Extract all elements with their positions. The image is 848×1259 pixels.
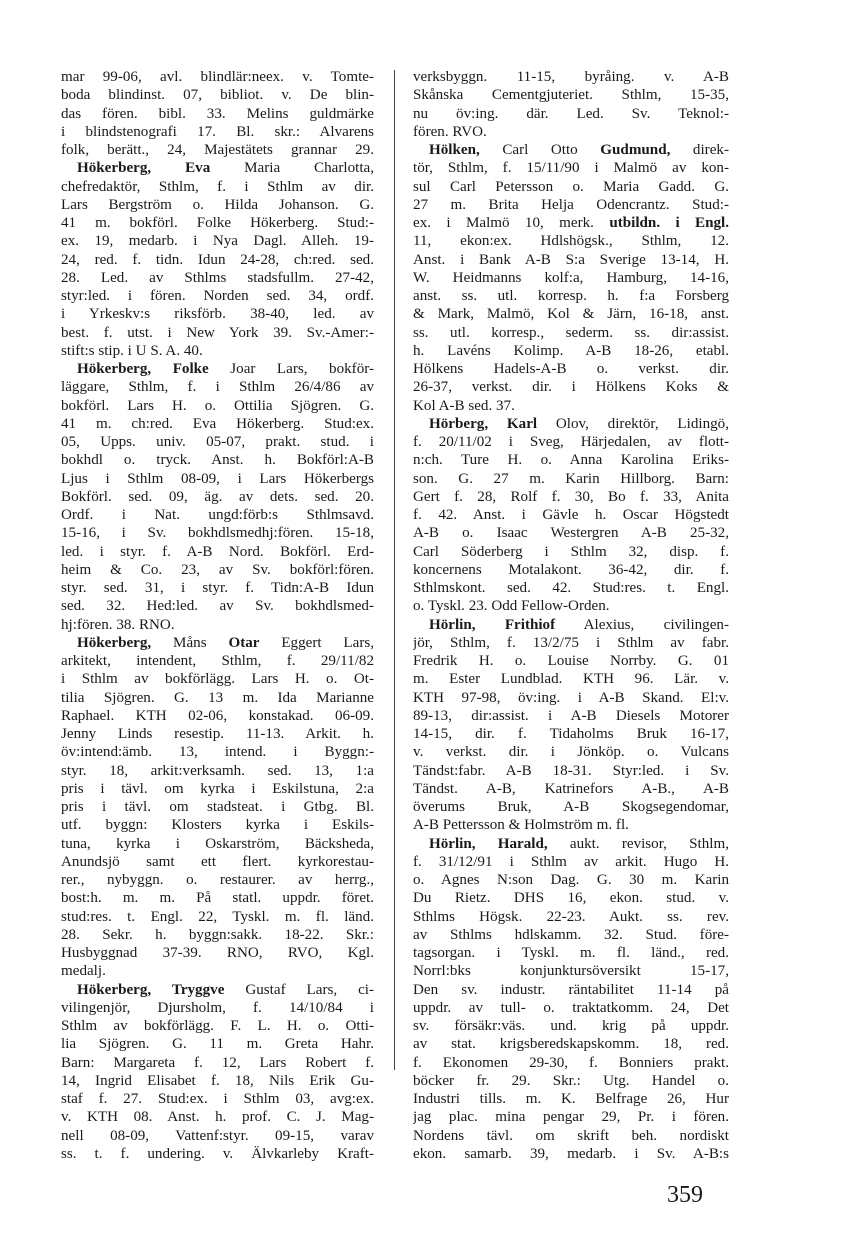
text-line bbox=[413, 981, 729, 999]
text-run: f. 31/12/91 i Sthlm av arkit. Hugo H. bbox=[413, 853, 729, 870]
entry-name: Hörlin, Harald, bbox=[429, 835, 548, 852]
text-line bbox=[413, 269, 729, 287]
text-run: v. verkst. dir. i Jönköp. o. Vulcans bbox=[413, 744, 729, 761]
text-line bbox=[413, 1145, 729, 1163]
text-run: 28. Led. av Sthlms stadsfullm. 27-42, bbox=[61, 269, 374, 286]
text-run: verksbyggn. 11-15, byråing. v. A-B bbox=[413, 69, 729, 85]
text-line bbox=[413, 579, 729, 597]
text-run: f. Ekonomen 29-30, f. Bonniers prakt. bbox=[413, 1054, 729, 1071]
left-column bbox=[61, 68, 374, 1163]
text-run: Industri tills. m. K. Belfrage 26, Hur bbox=[413, 1091, 729, 1107]
text-line bbox=[61, 908, 374, 926]
text-run: Gert f. 28, Rolf f. 30, Bo f. 33, Anita bbox=[413, 488, 729, 505]
text-line bbox=[61, 524, 374, 542]
text-run: v. KTH 08. Anst. h. prof. C. J. Mag- bbox=[61, 1109, 374, 1126]
text-run: Tändst. A-B, Katrinefors A-B., A-B bbox=[413, 780, 729, 797]
entry-name: Gudmund, bbox=[600, 142, 671, 158]
text-line bbox=[413, 178, 729, 196]
text-line bbox=[61, 597, 374, 615]
text-line bbox=[413, 780, 729, 798]
page-number: 359 bbox=[667, 1182, 703, 1208]
text-line bbox=[61, 360, 374, 378]
text-run: rer., nybyggn. o. restaurer. av herrg., bbox=[61, 872, 374, 888]
text-line bbox=[61, 652, 374, 670]
entry-name: Hökerberg, Tryggve bbox=[77, 981, 225, 998]
text-run: Hölkens Hadels-A-B o. verkst. dir. bbox=[413, 361, 729, 377]
text-line bbox=[61, 251, 374, 269]
text-run: Olov, direktör, Lidingö, bbox=[537, 415, 729, 432]
text-run: 27 m. Brita Helja Odencrantz. Stud:- bbox=[413, 196, 729, 213]
text-run: överums Bruk, A-B Skogsegendomar, bbox=[413, 799, 729, 815]
text-run: mar 99-06, avl. blindlär:neex. v. Tomte- bbox=[61, 69, 374, 85]
text-line bbox=[413, 597, 729, 615]
text-run: sv. försäkr:väs. und. krig på uppdr. bbox=[413, 1018, 729, 1034]
text-line bbox=[61, 835, 374, 853]
text-line bbox=[413, 342, 729, 360]
text-line bbox=[413, 762, 729, 780]
text-line bbox=[413, 433, 729, 451]
text-run: ekon. samarb. 39, medarb. i Sv. A-B:s bbox=[413, 1145, 729, 1162]
text-run: Jenny Linds resestip. 11-13. Arkit. h. bbox=[61, 726, 374, 742]
text-line bbox=[61, 214, 374, 232]
text-run: sed. 32. Hed:led. av Sv. bokhdlsmed- bbox=[61, 598, 374, 615]
text-run: Måns bbox=[151, 634, 229, 651]
text-line bbox=[413, 999, 729, 1017]
text-line bbox=[61, 470, 374, 488]
text-run: Sthlm av bokförlägg. F. L. H. o. Otti- bbox=[61, 1018, 374, 1034]
text-line bbox=[61, 68, 374, 86]
text-line bbox=[61, 324, 374, 342]
text-run: chefredaktör, Sthlm, f. i Sthlm av dir. bbox=[61, 178, 374, 195]
text-line bbox=[61, 1054, 374, 1072]
entry-name: Hökerberg, bbox=[77, 634, 152, 651]
text-line bbox=[413, 1090, 729, 1108]
text-run: tilia Sjögren. G. 13 m. Ida Marianne bbox=[61, 689, 374, 706]
text-run: styr. 18, arkit:verksamh. sed. 13, 1:a bbox=[61, 762, 374, 779]
entry-name: utbildn. i Engl. bbox=[609, 215, 729, 231]
text-run: jag plac. mina pengar 29, Pr. i fören. bbox=[413, 1109, 729, 1126]
text-line bbox=[413, 488, 729, 506]
text-line bbox=[61, 232, 374, 250]
text-line bbox=[413, 908, 729, 926]
text-run: tör, Sthlm, f. 15/11/90 i Malmö av kon- bbox=[413, 160, 729, 177]
text-line bbox=[413, 470, 729, 488]
text-line bbox=[413, 506, 729, 524]
text-line bbox=[413, 962, 729, 980]
text-line bbox=[413, 378, 729, 396]
text-run: h. Lavéns Kolimp. A-B 18-26, etabl. bbox=[413, 342, 729, 359]
text-line bbox=[413, 1108, 729, 1126]
text-line bbox=[413, 324, 729, 342]
text-run: arkitekt, intendent, Sthlm, f. 29/11/82 bbox=[61, 653, 374, 669]
text-line bbox=[61, 287, 374, 305]
text-line bbox=[61, 397, 374, 415]
text-line bbox=[61, 670, 374, 688]
text-run: Skånska Cementgjuteriet. Sthlm, 15-35, bbox=[413, 87, 729, 104]
text-line bbox=[61, 196, 374, 214]
text-run: Ljus i Sthlm 08-09, i Lars Hökerbergs bbox=[61, 470, 374, 487]
text-line bbox=[413, 1035, 729, 1053]
text-line bbox=[61, 780, 374, 798]
text-run: ss. t. f. undering. v. Älvkarleby Kraft- bbox=[61, 1145, 374, 1162]
text-run: anst. ss. utl. korresp. h. f:a Forsberg bbox=[413, 288, 729, 304]
text-line bbox=[413, 725, 729, 743]
text-run: hj:fören. 38. RNO. bbox=[61, 616, 175, 633]
text-run: stift:s stip. i U S. A. 40. bbox=[61, 342, 203, 359]
text-line bbox=[61, 86, 374, 104]
text-line bbox=[61, 433, 374, 451]
text-run: son. G. 27 m. Karin Hillborg. Barn: bbox=[413, 470, 729, 487]
text-run: direk- bbox=[670, 142, 729, 158]
entry-name: Hörberg, Karl bbox=[429, 415, 538, 432]
text-run: ss. utl. korresp., sederm. ss. dir:assist. bbox=[413, 324, 729, 341]
text-run: i blindstenografi 17. Bl. skr.: Alvarens bbox=[61, 123, 374, 140]
text-line bbox=[61, 707, 374, 725]
text-run: 89-13, dir:assist. i A-B Diesels Motorer bbox=[413, 707, 729, 724]
text-line bbox=[61, 926, 374, 944]
text-run: 14-15, dir. f. Tidaholms Bruk 16-17, bbox=[413, 726, 729, 742]
text-run: vilingenjör, Djursholm, f. 14/10/84 i bbox=[61, 999, 374, 1016]
text-line bbox=[413, 889, 729, 907]
text-line bbox=[413, 926, 729, 944]
text-run: öv:intend:ämb. 13, intend. i Byggn:- bbox=[61, 744, 374, 761]
text-line bbox=[413, 634, 729, 652]
text-line bbox=[61, 1145, 374, 1163]
text-line bbox=[413, 305, 729, 323]
text-run: staf f. 27. Stud:ex. i Sthlm 03, avg:ex. bbox=[61, 1091, 374, 1107]
text-run: medalj. bbox=[61, 963, 106, 980]
text-run: ex. 19, medarb. i Nya Dagl. Alleh. 19- bbox=[61, 233, 374, 250]
text-line bbox=[61, 1017, 374, 1035]
text-run: bost:h. m. m. På statl. uppdr. föret. bbox=[61, 890, 374, 907]
text-line bbox=[61, 634, 374, 652]
text-line bbox=[413, 853, 729, 871]
text-run: 11, ekon:ex. Hdlshögsk., Sthlm, 12. bbox=[413, 233, 729, 250]
text-line bbox=[413, 524, 729, 542]
text-line bbox=[413, 68, 729, 86]
text-run: pris i tävl. om stadsteat. i Gtbg. Bl. bbox=[61, 799, 374, 815]
text-run: 41 m. ch:red. Eva Hökerberg. Stud:ex. bbox=[61, 415, 374, 432]
text-line bbox=[413, 743, 729, 761]
text-run: Gustaf Lars, ci- bbox=[224, 981, 374, 998]
text-line bbox=[413, 616, 729, 634]
text-run: Carl Otto bbox=[479, 142, 601, 158]
text-line bbox=[61, 962, 374, 980]
text-run: Sthlmskont. sed. 42. Stud:res. t. Engl. bbox=[413, 580, 729, 596]
text-run: Barn: Margareta f. 12, Lars Robert f. bbox=[61, 1054, 374, 1071]
text-run: tagsorgan. i Tyskl. m. fl. länd., red. bbox=[413, 945, 729, 961]
text-line bbox=[61, 762, 374, 780]
text-line bbox=[413, 1072, 729, 1090]
text-run: Bokförl. sed. 09, äg. av dets. sed. 20. bbox=[61, 488, 374, 505]
text-line bbox=[61, 798, 374, 816]
text-run: uppdr. av tull- o. traktatkomm. 24, Det bbox=[413, 999, 729, 1016]
text-run: Husbyggnad 37-39. RNO, RVO, Kgl. bbox=[61, 945, 374, 961]
text-line bbox=[413, 561, 729, 579]
text-run: tuna, kyrka i Oskarström, Bäcksheda, bbox=[61, 835, 374, 852]
text-run: Ordf. i Nat. ungd:förb:s Sthlmsavd. bbox=[61, 507, 374, 523]
text-run: läggare, Sthlm, f. i Sthlm 26/4/86 av bbox=[61, 379, 374, 396]
text-line bbox=[61, 561, 374, 579]
text-line bbox=[61, 853, 374, 871]
text-run: koncernens Motalakont. 36-42, dir. f. bbox=[413, 561, 729, 578]
text-line bbox=[61, 105, 374, 123]
text-run: 15-16, i Sv. bokhdlsmedhj:fören. 15-18, bbox=[61, 525, 374, 542]
entry-name: Hölken, bbox=[429, 142, 480, 158]
text-line bbox=[61, 305, 374, 323]
text-line bbox=[61, 123, 374, 141]
text-line bbox=[61, 743, 374, 761]
text-run: boda blindinst. 07, bibliot. v. De blin- bbox=[61, 87, 374, 104]
entry-name: Hökerberg, Folke bbox=[77, 361, 209, 377]
text-line bbox=[61, 543, 374, 561]
text-line bbox=[413, 251, 729, 269]
entry-name: Hökerberg, Eva bbox=[77, 160, 211, 177]
text-run: 28. Sekr. h. byggn:sakk. 18-22. Skr.: bbox=[61, 926, 374, 943]
text-run: n:ch. Ture H. o. Anna Karolina Eriks- bbox=[413, 452, 729, 469]
text-run: pris i tävl. om kyrka i Eskilstuna, 2:a bbox=[61, 780, 374, 797]
text-line bbox=[413, 707, 729, 725]
text-line bbox=[413, 1054, 729, 1072]
text-run: o. Agnes N:son Dag. G. 30 m. Karin bbox=[413, 872, 729, 888]
text-run: heim & Co. 23, av Sv. bokförl:fören. bbox=[61, 561, 374, 578]
text-line bbox=[61, 816, 374, 834]
text-run: Lars Bergström o. Hilda Johanson. G. bbox=[61, 196, 374, 213]
text-run: f. 20/11/02 i Sveg, Härjedalen, av flott- bbox=[413, 434, 729, 450]
text-run: böcker fr. 29. Skr.: Utg. Handel o. bbox=[413, 1072, 729, 1089]
text-run: 26-37, verkst. dir. i Hölkens Koks & bbox=[413, 379, 729, 396]
text-line bbox=[413, 287, 729, 305]
text-run: Joar Lars, bokför- bbox=[208, 361, 374, 377]
text-line bbox=[413, 835, 729, 853]
text-run: Du Rietz. DHS 16, ekon. stud. v. bbox=[413, 890, 729, 907]
text-run: av stat. krigsberedskapskomm. 18, red. bbox=[413, 1036, 729, 1053]
text-line bbox=[413, 652, 729, 670]
text-line bbox=[61, 1127, 374, 1145]
text-line bbox=[413, 159, 729, 177]
text-run: Anundsjö samt ett flert. kyrkorestau- bbox=[61, 853, 374, 870]
text-run: Norrl:bks konjunktursöversikt 15-17, bbox=[413, 963, 729, 980]
text-line bbox=[413, 360, 729, 378]
text-line bbox=[413, 543, 729, 561]
text-run: A-B o. Isaac Westergren A-B 25-32, bbox=[413, 525, 729, 542]
text-run: ex. i Malmö 10, merk. bbox=[413, 215, 610, 231]
text-line bbox=[413, 451, 729, 469]
text-line bbox=[413, 415, 729, 433]
text-line bbox=[61, 342, 374, 360]
text-run: aukt. revisor, Sthlm, bbox=[547, 835, 729, 852]
text-line bbox=[61, 999, 374, 1017]
text-line bbox=[61, 689, 374, 707]
text-run: KTH 97-98, öv:ing. i A-B Skand. El:v. bbox=[413, 689, 729, 706]
text-run: Sthlms Högsk. 22-23. Aukt. ss. rev. bbox=[413, 908, 729, 925]
text-run: Tändst:fabr. A-B 18-31. Styr:led. i Sv. bbox=[413, 762, 729, 779]
text-line bbox=[413, 1017, 729, 1035]
text-line bbox=[61, 451, 374, 469]
text-run: led. i styr. f. A-B Nord. Bokförl. Erd- bbox=[61, 543, 374, 560]
text-run: f. 42. Anst. i Gävle h. Oscar Högstedt bbox=[413, 507, 729, 523]
text-line bbox=[61, 178, 374, 196]
text-line bbox=[61, 616, 374, 634]
text-line bbox=[413, 397, 729, 415]
text-line bbox=[61, 579, 374, 597]
text-run: & Mark, Malmö, Kol & Järn, 16-18, anst. bbox=[413, 306, 729, 323]
text-line bbox=[61, 488, 374, 506]
text-run: W. Heidmanns kolf:a, Hamburg, 14-16, bbox=[413, 269, 729, 286]
text-line bbox=[61, 506, 374, 524]
text-run: stud:res. t. Engl. 22, Tyskl. m. fl. länd. bbox=[61, 908, 374, 925]
text-line bbox=[61, 159, 374, 177]
text-line bbox=[61, 269, 374, 287]
text-line bbox=[61, 1090, 374, 1108]
text-run: jör, Sthlm, f. 13/2/75 i Sthlm av fabr. bbox=[413, 634, 729, 651]
text-run: Anst. i Bank A-B S:a Sverige 13-14, H. bbox=[413, 251, 729, 268]
text-run: bokförl. Lars H. o. Ottilia Sjögren. G. bbox=[61, 397, 374, 414]
text-line bbox=[61, 1035, 374, 1053]
text-run: 41 m. bokförl. Folke Hökerberg. Stud:- bbox=[61, 215, 374, 231]
text-line bbox=[413, 816, 729, 834]
text-run: nu öv:ing. där. Led. Sv. Teknol:- bbox=[413, 105, 729, 122]
text-run: folk, berätt., 24, Majestätets grannar 29. bbox=[61, 142, 374, 158]
text-line bbox=[413, 105, 729, 123]
text-run: av Sthlms hdlskamm. 32. Stud. före- bbox=[413, 926, 729, 943]
text-run: Fredrik H. o. Louise Norrby. G. 01 bbox=[413, 653, 729, 669]
right-column bbox=[413, 68, 729, 1163]
text-run: Maria Charlotta, bbox=[210, 160, 374, 177]
text-run: best. f. utst. i New York 39. Sv.-Amer:- bbox=[61, 324, 374, 341]
text-run: das fören. bibl. 33. Melins guldmärke bbox=[61, 105, 374, 122]
text-run: o. Tyskl. 23. Odd Fellow-Orden. bbox=[413, 598, 610, 615]
text-run: Raphael. KTH 02-06, konstakad. 06-09. bbox=[61, 707, 374, 724]
text-run: m. Ester Lundblad. KTH 96. Lär. v. bbox=[413, 671, 729, 688]
text-run: lia Sjögren. G. 11 m. Greta Hahr. bbox=[61, 1036, 374, 1053]
entry-name: Hörlin, Frithiof bbox=[429, 616, 556, 633]
text-line bbox=[413, 214, 729, 232]
text-run: Alexius, civilingen- bbox=[555, 616, 729, 633]
text-run: A-B Pettersson & Holmström m. fl. bbox=[413, 817, 629, 834]
text-line bbox=[61, 378, 374, 396]
text-line bbox=[61, 1108, 374, 1126]
text-line bbox=[413, 196, 729, 214]
text-run: i Yrkeskv:s riksförb. 38-40, led. av bbox=[61, 306, 374, 323]
text-line bbox=[61, 981, 374, 999]
text-run: bokhdl o. tryck. Anst. h. Bokförl:A-B bbox=[61, 452, 374, 469]
text-line bbox=[413, 670, 729, 688]
text-run: Eggert Lars, bbox=[259, 634, 374, 651]
text-run: i Sthlm av bokförlägg. Lars H. o. Ot- bbox=[61, 671, 374, 688]
text-line bbox=[61, 141, 374, 159]
text-line bbox=[61, 944, 374, 962]
text-run: 24, red. f. tidn. Idun 24-28, ch:red. sed. bbox=[61, 251, 374, 268]
text-line bbox=[61, 415, 374, 433]
text-line bbox=[413, 944, 729, 962]
text-line bbox=[413, 123, 729, 141]
text-line bbox=[413, 1127, 729, 1145]
text-line bbox=[413, 798, 729, 816]
text-run: Carl Söderberg i Sthlm 32, disp. f. bbox=[413, 543, 729, 560]
entry-name: Otar bbox=[228, 634, 260, 651]
text-line bbox=[61, 871, 374, 889]
text-run: styr. sed. 31, i styr. f. Tidn:A-B Idun bbox=[61, 580, 374, 596]
text-run: sul Carl Petersson o. Maria Gadd. G. bbox=[413, 178, 729, 195]
text-line bbox=[413, 141, 729, 159]
text-run: styr:led. i fören. Norden sed. 34, ordf. bbox=[61, 288, 374, 304]
text-run: utf. byggn: Klosters kyrka i Eskils- bbox=[61, 817, 374, 834]
text-line bbox=[413, 871, 729, 889]
text-run: 05, Upps. univ. 05-07, prakt. stud. i bbox=[61, 434, 374, 450]
text-run: nell 08-09, Vattenf:styr. 09-15, varav bbox=[61, 1127, 374, 1144]
text-run: Kol A-B sed. 37. bbox=[413, 397, 515, 414]
text-run: 14, Ingrid Elisabet f. 18, Nils Erik Gu- bbox=[61, 1072, 374, 1089]
text-run: fören. RVO. bbox=[413, 123, 487, 140]
text-line bbox=[413, 232, 729, 250]
text-line bbox=[61, 725, 374, 743]
text-line bbox=[413, 689, 729, 707]
column-divider bbox=[394, 70, 395, 1070]
text-line bbox=[413, 86, 729, 104]
text-line bbox=[61, 1072, 374, 1090]
text-run: Den sv. industr. räntabilitet 11-14 på bbox=[413, 981, 729, 998]
text-run: Nordens tävl. om skrift beh. nordiskt bbox=[413, 1127, 729, 1144]
text-line bbox=[61, 889, 374, 907]
